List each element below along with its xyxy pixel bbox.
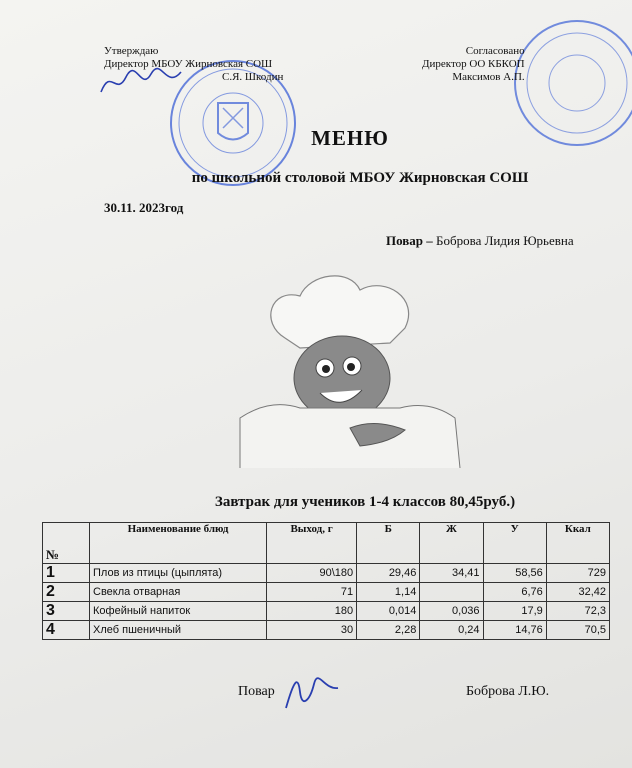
dish-carbs: 14,76 [483, 621, 546, 640]
agreement-line-1: Согласовано [465, 45, 525, 57]
row-number: 3 [43, 602, 90, 621]
agreement-block [422, 45, 525, 84]
dish-fat: 0,24 [420, 621, 483, 640]
footer-cook-name: Боброва Л.Ю. [466, 684, 550, 699]
signature-cook [276, 670, 346, 710]
col-fat: Ж [420, 523, 483, 564]
table-row [43, 564, 610, 583]
dish-protein: 2,28 [357, 621, 420, 640]
col-yield: Выход, г [267, 523, 357, 564]
dish-carbs: 58,56 [483, 564, 546, 583]
dish-yield: 90\180 [267, 564, 357, 583]
dish-fat: 0,036 [420, 602, 483, 621]
table-header-row [43, 523, 610, 564]
dish-kcal: 72,3 [546, 602, 609, 621]
dish-kcal: 729 [546, 564, 609, 583]
col-dish: Наименование блюд [90, 523, 267, 564]
table-row [43, 621, 610, 640]
cook-line [386, 233, 574, 249]
col-protein: Б [357, 523, 420, 564]
approval-line-2: Директор МБОУ Жирновская СОШ [104, 58, 273, 70]
table-row [43, 583, 610, 602]
cook-label: Повар – [386, 233, 433, 248]
col-kcal: Ккал [546, 523, 609, 564]
dish-protein: 1,14 [357, 583, 420, 602]
dish-fat [420, 583, 483, 602]
footer-cook-label: Повар [238, 684, 275, 699]
dish-yield: 71 [267, 583, 357, 602]
dish-kcal: 32,42 [546, 583, 609, 602]
menu-table [42, 522, 610, 640]
dish-name: Свекла отварная [90, 583, 267, 602]
col-number: № [43, 523, 90, 564]
agreement-line-2: Директор ОО КБКОП [422, 58, 525, 70]
dish-protein: 29,46 [357, 564, 420, 583]
dish-name: Плов из птицы (цыплята) [90, 564, 267, 583]
chef-illustration [230, 268, 470, 468]
cook-name: Боброва Лидия Юрьевна [436, 233, 574, 248]
dish-name: Хлеб пшеничный [90, 621, 267, 640]
meal-title: Завтрак для учеников 1-4 классов 80,45руб.) [214, 494, 516, 510]
dish-fat: 34,41 [420, 564, 483, 583]
page-title: МЕНЮ [311, 126, 389, 150]
row-number: 2 [43, 583, 90, 602]
approval-line-3: С.Я. Шкодин [222, 71, 284, 83]
dish-protein: 0,014 [357, 602, 420, 621]
dish-carbs: 6,76 [483, 583, 546, 602]
page-subtitle: по школьной столовой МБОУ Жирновская СОШ [191, 170, 529, 186]
menu-date: 30.11. 2023год [104, 200, 184, 215]
approval-block [104, 45, 283, 84]
dish-yield: 30 [267, 621, 357, 640]
dish-name: Кофейный напиток [90, 602, 267, 621]
agreement-line-3: Максимов А.П. [452, 71, 525, 83]
approval-line-1: Утверждаю [104, 45, 159, 57]
dish-kcal: 70,5 [546, 621, 609, 640]
row-number: 1 [43, 564, 90, 583]
table-row [43, 602, 610, 621]
row-number: 4 [43, 621, 90, 640]
col-carbs: У [483, 523, 546, 564]
dish-yield: 180 [267, 602, 357, 621]
dish-carbs: 17,9 [483, 602, 546, 621]
